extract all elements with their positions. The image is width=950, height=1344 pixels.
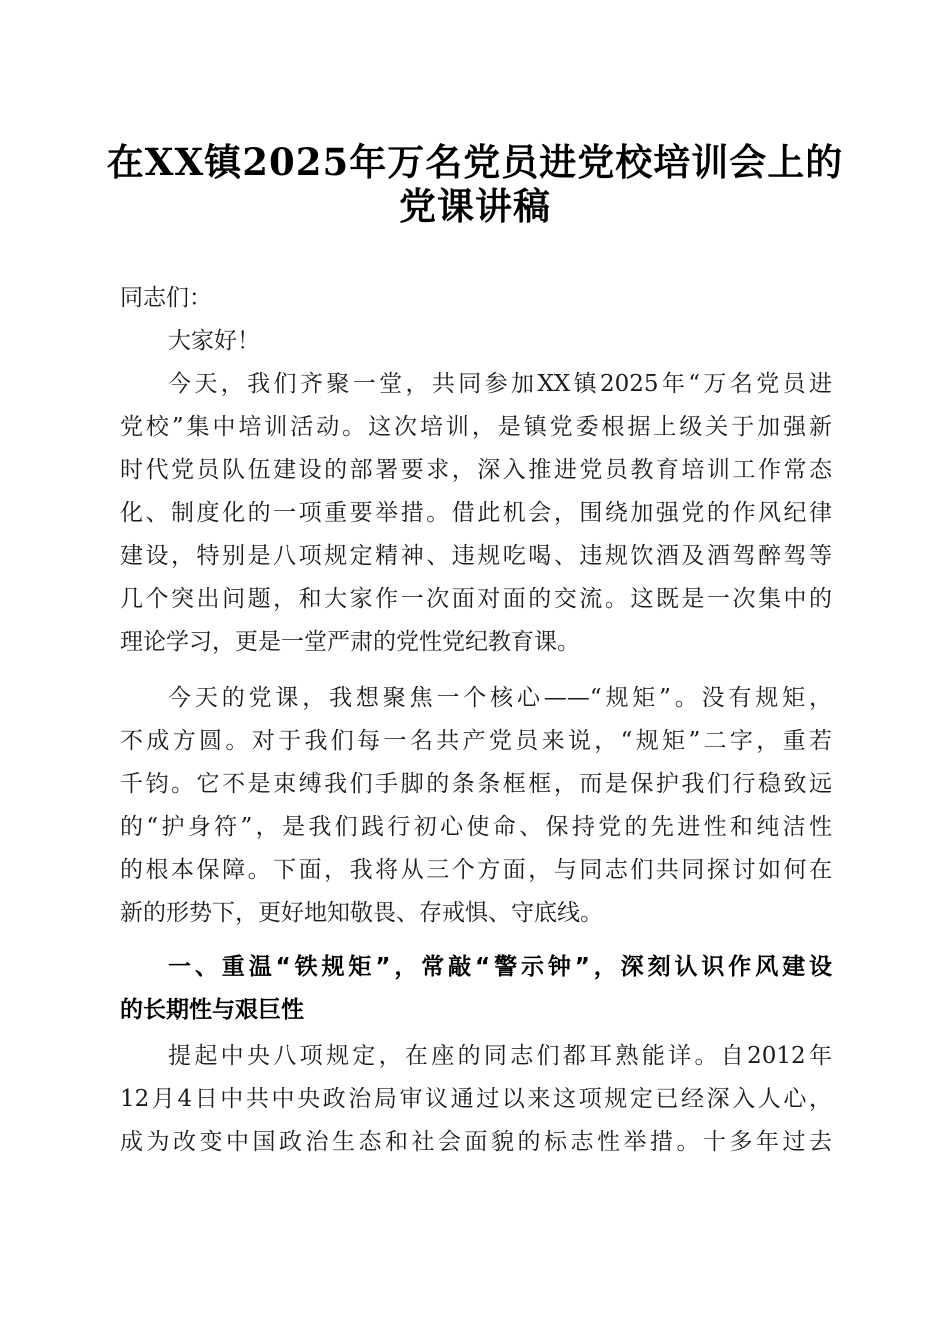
paragraph-1-line: 几个突出问题，和大家作一次面对面的交流。这既是一次集中的 [120,586,832,612]
paragraph-1-line: 建设，特别是八项规定精神、违规吃喝、违规饮酒及酒驾醉驾等 [120,543,832,569]
paragraph-2-line: 今天的党课，我想聚焦一个核心——“规矩”。没有规矩， [168,685,832,711]
document-title-line-2: 党课讲稿 [399,184,551,228]
paragraph-2-line: 的“护身符”，是我们践行初心使命、保持党的先进性和纯洁性 [120,814,832,840]
document-title-line-1: 在XX镇2025年万名党员进党校培训会上的 [106,140,844,184]
paragraph-3-line: 12月4日中共中央政治局审议通过以来这项规定已经深入人心， [120,1086,832,1112]
paragraph-2-line: 的根本保障。下面，我将从三个方面，与同志们共同探讨如何在 [120,857,832,883]
paragraph-2-line: 千钧。它不是束缚我们手脚的条条框框，而是保护我们行稳致远 [120,771,832,797]
paragraph-1-line: 时代党员队伍建设的部署要求，深入推进党员教育培训工作常态 [120,457,832,483]
paragraph-3-line: 提起中央八项规定，在座的同志们都耳熟能详。自2012年 [168,1043,832,1069]
greeting: 大家好！ [168,328,260,354]
paragraph-1-line: 党校”集中培训活动。这次培训，是镇党委根据上级关于加强新 [120,414,832,440]
paragraph-1-line: 理论学习，更是一堂严肃的党性党纪教育课。 [120,629,580,655]
paragraph-3-line: 成为改变中国政治生态和社会面貌的标志性举措。十多年过去 [120,1129,832,1155]
paragraph-1-line: 今天，我们齐聚一堂，共同参加XX镇2025年“万名党员进 [168,371,832,397]
salutation: 同志们： [120,285,212,311]
paragraph-2-line: 不成方圆。对于我们每一名共产党员来说，“规矩”二字，重若 [120,728,832,754]
section-1-heading-line: 一、重温“铁规矩”，常敲“警示钟”，深刻认识作风建设 [168,954,832,980]
paragraph-1-line: 化、制度化的一项重要举措。借此机会，围绕加强党的作风纪律 [120,500,832,526]
section-1-heading-line: 的长期性与艰巨性 [120,997,304,1023]
paragraph-2-line: 新的形势下，更好地知敬畏、存戒惧、守底线。 [120,900,603,926]
